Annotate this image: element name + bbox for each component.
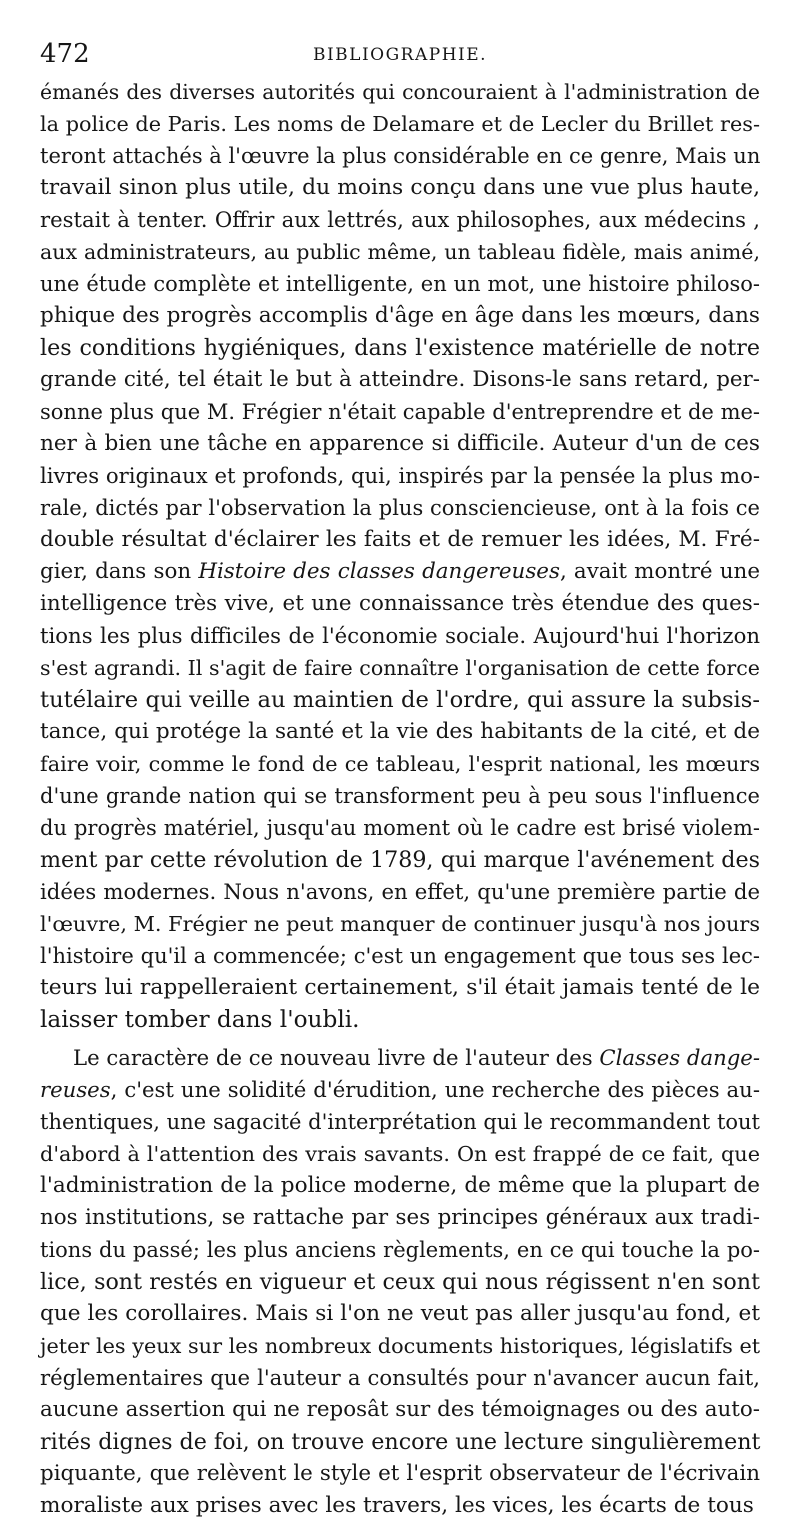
text-segment: phique des progrès accomplis d'âge en âge dans les mœurs, dans <box>40 303 760 328</box>
text-segment: moraliste aux prises avec les travers, les vices, les écarts de tous <box>40 1493 754 1518</box>
page-number: 472 <box>40 39 90 69</box>
text-line <box>40 780 760 812</box>
text-line <box>40 972 760 1004</box>
text-line <box>40 428 760 460</box>
text-line <box>40 844 760 876</box>
text-line <box>40 1138 760 1170</box>
text-segment: restait à tenter. Offrir aux lettrés, aux philosophes, aux médecins , <box>40 207 760 232</box>
text-segment: gier, dans son <box>40 559 199 584</box>
text-segment: que les corollaires. Mais si l'on ne veut pas aller jusqu'au fond, et <box>40 1301 760 1326</box>
text-segment: travail sinon plus utile, du moins conçu dans une vue plus haute, <box>40 175 760 200</box>
text-line <box>40 1362 760 1394</box>
text-segment: lice, sont restés en vigueur et ceux qui nous régissent n'en sont <box>40 1269 760 1295</box>
text-segment: double résultat d'éclairer les faits et de remuer les idées, M. Fré- <box>40 527 760 552</box>
text-segment: nos institutions, se rattache par ses principes généraux aux tradi- <box>40 1205 760 1230</box>
text-line <box>40 204 760 236</box>
text-segment: teront attachés à l'œuvre la plus considérable en ce genre, Mais un <box>40 144 761 168</box>
italic-title: reuses <box>40 1077 111 1102</box>
text-line <box>40 940 760 972</box>
text-line <box>40 876 760 908</box>
paragraph <box>40 1042 760 1522</box>
text-segment: aucune assertion qui ne reposât sur des témoignages ou des auto- <box>40 1397 760 1422</box>
text-line <box>40 1330 760 1362</box>
text-line <box>40 588 760 620</box>
page-header <box>40 38 760 70</box>
text-line <box>40 1490 760 1522</box>
text-segment: tutélaire qui veille au maintien de l'ordre, qui assure la subsis- <box>40 687 760 713</box>
text-segment: , avait montré une <box>559 559 760 584</box>
text-segment: l'histoire qu'il a commencée; c'est un engagement que tous ses lec- <box>40 944 760 968</box>
text-segment: , c'est une solidité d'érudition, une recherche des pièces au- <box>110 1077 760 1102</box>
text-line <box>40 76 760 108</box>
text-segment: tions les plus difficiles de l'économie sociale. Aujourd'hui l'horizon <box>40 623 760 648</box>
text-segment: rités dignes de foi, on trouve encore une lecture singulièrement <box>40 1429 761 1455</box>
text-line <box>40 716 760 748</box>
text-line <box>40 172 760 204</box>
text-segment: ment par cette révolution de 1789, qui marque l'avénement des <box>40 847 760 873</box>
text-segment: jeter les yeux sur les nombreux documents historiques, législatifs et <box>40 1334 761 1358</box>
text-segment: d'une grande nation qui se transforment peu à peu sous l'influence <box>40 784 760 808</box>
text-line <box>40 396 760 428</box>
text-line <box>40 652 760 684</box>
text-line <box>40 1426 760 1458</box>
text-segment: faire voir, comme le fond de ce tableau, l'esprit national, les mœurs <box>40 752 760 776</box>
running-title: BIBLIOGRAPHIE. <box>312 45 488 65</box>
text-segment: du progrès matériel, jusqu'au moment où le cadre est brisé violem- <box>40 816 760 840</box>
italic-title: Classes dange- <box>599 1045 761 1070</box>
text-line <box>40 1042 760 1074</box>
text-line <box>40 364 760 396</box>
text-segment: réglementaires que l'auteur a consultés pour n'avancer aucun fait, <box>40 1365 760 1390</box>
text-segment: les conditions hygiéniques, dans l'existence matérielle de notre <box>40 335 760 361</box>
text-segment: intelligence très vive, et une connaissance très étendue des ques- <box>40 591 760 616</box>
text-segment: la police de Paris. Les noms de Delamare et de Lecler du Brillet res- <box>40 112 760 136</box>
text-line <box>40 812 760 844</box>
text-line <box>40 684 760 716</box>
text-segment: thentiques, une sagacité d'interprétation qui le recommandent tout <box>40 1110 760 1134</box>
text-line <box>40 1170 760 1202</box>
text-segment: l'œuvre, M. Frégier ne peut manquer de continuer jusqu'à nos jours <box>40 912 760 936</box>
text-segment: tance, qui protége la santé et la vie des habitants de la cité, et de <box>40 719 760 744</box>
text-line <box>40 332 760 364</box>
text-segment: d'abord à l'attention des vrais savants. On est frappé de ce fait, que <box>40 1142 760 1166</box>
text-segment: grande cité, tel était le but à atteindre. Disons-le sans retard, per- <box>40 367 760 392</box>
text-line <box>40 268 760 300</box>
text-segment: piquante, que relèvent le style et l'esprit observateur de l'écrivain <box>40 1461 760 1486</box>
text-segment: une étude complète et intelligente, en un mot, une histoire philoso- <box>40 272 760 296</box>
text-line <box>40 108 760 140</box>
text-line <box>40 1298 760 1330</box>
text-line <box>40 1266 760 1298</box>
text-segment: aux administrateurs, au public même, un tableau fidèle, mais animé, <box>40 240 760 264</box>
text-segment: laisser tomber dans l'oubli. <box>40 1006 360 1033</box>
text-segment: idées modernes. Nous n'avons, en effet, qu'une première partie de <box>40 879 760 904</box>
text-line <box>40 460 760 492</box>
text-line <box>40 620 760 652</box>
body-text <box>40 76 760 1522</box>
text-line <box>40 140 760 172</box>
text-segment: l'administration de la police moderne, de même que la plupart de <box>40 1173 760 1198</box>
text-line <box>40 1106 760 1138</box>
text-line <box>40 236 760 268</box>
italic-title: Histoire des classes dangereuses <box>198 559 560 584</box>
text-segment: Le caractère de ce nouveau livre de l'auteur des <box>73 1045 600 1070</box>
text-segment: tions du passé; les plus anciens règlements, en ce qui touche la po- <box>40 1238 760 1262</box>
text-segment: livres originaux et profonds, qui, inspirés par la pensée la plus mo- <box>40 463 760 488</box>
text-segment: émanés des diverses autorités qui concouraient à l'administration de <box>40 80 760 104</box>
paragraph <box>40 76 760 1036</box>
text-segment: teurs lui rappelleraient certainement, s'il était jamais tenté de le <box>40 975 760 1000</box>
text-line <box>40 1202 760 1234</box>
text-segment: s'est agrandi. Il s'agit de faire connaître l'organisation de cette force <box>40 656 760 680</box>
text-segment: ner à bien une tâche en apparence si difficile. Auteur d'un de ces <box>40 431 760 456</box>
text-line <box>40 300 760 332</box>
text-line <box>40 524 760 556</box>
text-line <box>40 1004 760 1036</box>
text-segment: sonne plus que M. Frégier n'était capable d'entreprendre et de me- <box>40 400 760 424</box>
text-line <box>40 492 760 524</box>
text-line <box>40 1234 760 1266</box>
text-line <box>40 1074 760 1106</box>
text-segment: rale, dictés par l'observation la plus consciencieuse, ont à la fois ce <box>40 496 760 520</box>
text-line <box>40 1394 760 1426</box>
text-line <box>40 556 760 588</box>
text-line <box>40 748 760 780</box>
text-line <box>40 1458 760 1490</box>
text-line <box>40 908 760 940</box>
